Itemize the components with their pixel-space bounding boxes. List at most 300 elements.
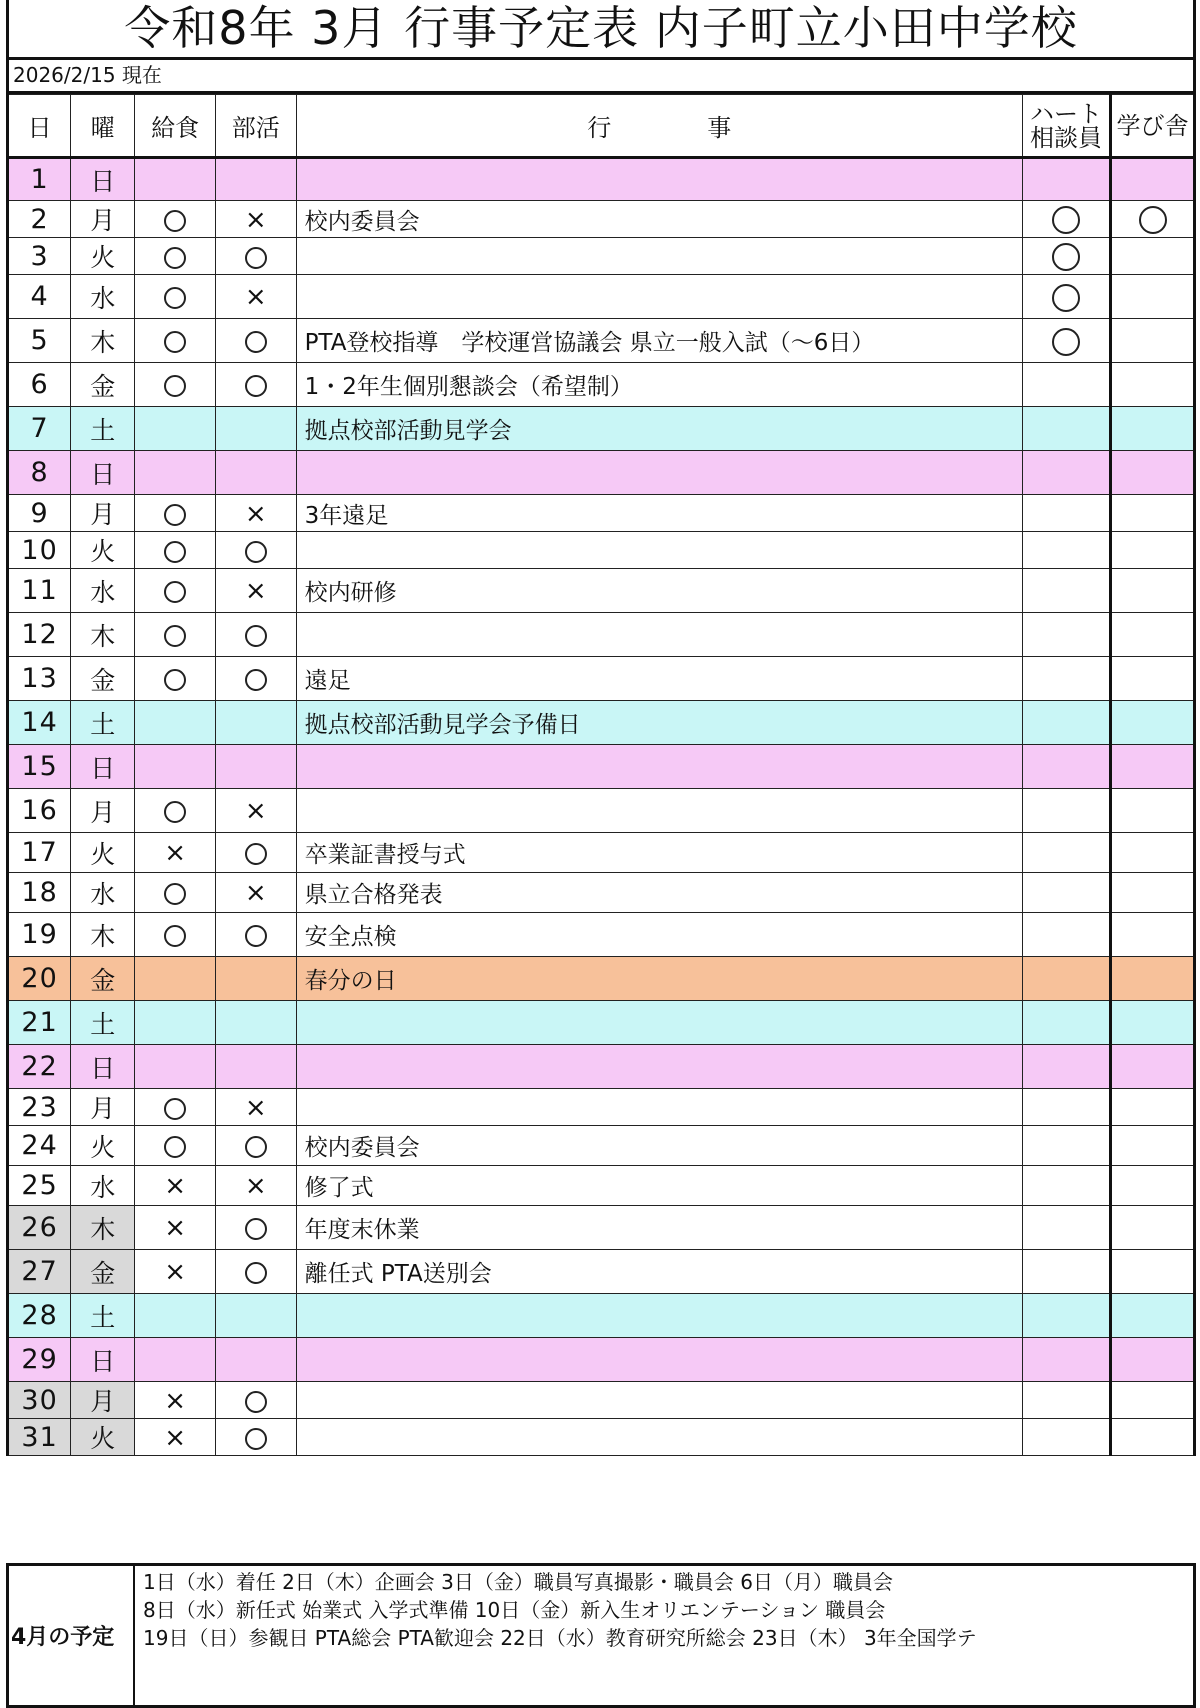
- event-cell: [296, 1294, 1022, 1338]
- heart-counselor-cell: [1022, 275, 1110, 319]
- heart-counselor-cell: [1022, 833, 1110, 873]
- day-cell: 17: [8, 833, 71, 873]
- club-cell: [215, 495, 296, 532]
- lunch-cell: [135, 238, 216, 275]
- day-cell: 27: [8, 1250, 71, 1294]
- weekday-cell: 月: [71, 1089, 135, 1126]
- circle-mark-icon: [164, 331, 186, 353]
- heart-counselor-cell: [1022, 1126, 1110, 1166]
- club-cell: [215, 1338, 296, 1382]
- day-cell: 13: [8, 657, 71, 701]
- weekday-cell: 日: [71, 451, 135, 495]
- event-cell: 県立合格発表: [296, 873, 1022, 913]
- april-line: 1日（水）着任 2日（木）企画会 3日（金）職員写真撮影・職員会 6日（月）職員会: [143, 1570, 893, 1594]
- event-cell: 離任式 PTA送別会: [296, 1250, 1022, 1294]
- circle-mark-icon: [1139, 206, 1167, 234]
- heart-counselor-cell: [1022, 1166, 1110, 1206]
- cross-mark: ×: [164, 838, 187, 868]
- lunch-cell: [135, 1126, 216, 1166]
- lunch-cell: [135, 158, 216, 201]
- weekday-cell: 金: [71, 657, 135, 701]
- manabi-cell: [1111, 275, 1195, 319]
- heart-counselor-cell: [1022, 613, 1110, 657]
- header-heart-line1: ハート: [1030, 99, 1102, 128]
- lunch-cell: [135, 569, 216, 613]
- club-cell: [215, 913, 296, 957]
- table-row: [8, 1045, 1195, 1089]
- day-cell: 8: [8, 451, 71, 495]
- table-row: [8, 1382, 1195, 1419]
- manabi-cell: [1111, 319, 1195, 363]
- club-cell: [215, 158, 296, 201]
- circle-mark-icon: [245, 331, 267, 353]
- event-cell: [296, 158, 1022, 201]
- table-row: [8, 1250, 1195, 1294]
- day-cell: 26: [8, 1206, 71, 1250]
- header-event: 行 事: [296, 95, 1022, 158]
- april-plan: [6, 1563, 1196, 1708]
- weekday-cell: 月: [71, 1382, 135, 1419]
- heart-counselor-cell: [1022, 1001, 1110, 1045]
- heart-counselor-cell: [1022, 873, 1110, 913]
- lunch-cell: [135, 1045, 216, 1089]
- cross-mark: ×: [244, 282, 267, 312]
- lunch-cell: [135, 201, 216, 238]
- club-cell: [215, 532, 296, 569]
- cross-mark: ×: [244, 878, 267, 908]
- heart-counselor-cell: [1022, 1089, 1110, 1126]
- day-cell: 16: [8, 789, 71, 833]
- club-cell: [215, 657, 296, 701]
- circle-mark-icon: [245, 375, 267, 397]
- weekday-cell: 火: [71, 1419, 135, 1456]
- club-cell: [215, 319, 296, 363]
- table-row: [8, 1294, 1195, 1338]
- circle-mark-icon: [245, 1136, 267, 1158]
- cross-mark: ×: [244, 1171, 267, 1201]
- club-cell: [215, 789, 296, 833]
- circle-mark-icon: [164, 504, 186, 526]
- heart-counselor-cell: [1022, 407, 1110, 451]
- heart-counselor-cell: [1022, 701, 1110, 745]
- weekday-cell: 土: [71, 701, 135, 745]
- circle-mark-icon: [245, 669, 267, 691]
- manabi-cell: [1111, 833, 1195, 873]
- page-title: 令和8年 3月 行事予定表 内子町立小田中学校: [6, 0, 1196, 60]
- manabi-cell: [1111, 1250, 1195, 1294]
- club-cell: [215, 238, 296, 275]
- weekday-cell: 木: [71, 913, 135, 957]
- lunch-cell: [135, 495, 216, 532]
- header-club: 部活: [215, 95, 296, 158]
- heart-counselor-cell: [1022, 1206, 1110, 1250]
- event-cell: [296, 1382, 1022, 1419]
- manabi-cell: [1111, 1206, 1195, 1250]
- circle-mark-icon: [164, 925, 186, 947]
- heart-counselor-cell: [1022, 451, 1110, 495]
- table-row: [8, 407, 1195, 451]
- lunch-cell: [135, 1338, 216, 1382]
- lunch-cell: [135, 1206, 216, 1250]
- day-cell: 25: [8, 1166, 71, 1206]
- manabi-cell: [1111, 158, 1195, 201]
- header-heart-line2: 相談員: [1030, 123, 1102, 152]
- manabi-cell: [1111, 451, 1195, 495]
- club-cell: [215, 1206, 296, 1250]
- heart-counselor-cell: [1022, 1294, 1110, 1338]
- header-heart-counselor: [1022, 95, 1110, 158]
- cross-mark: ×: [244, 204, 267, 235]
- club-cell: [215, 1294, 296, 1338]
- lunch-cell: [135, 745, 216, 789]
- lunch-cell: [135, 657, 216, 701]
- cross-mark: ×: [164, 1422, 187, 1453]
- event-cell: 遠足: [296, 657, 1022, 701]
- table-row: [8, 957, 1195, 1001]
- club-cell: [215, 1419, 296, 1456]
- lunch-cell: [135, 833, 216, 873]
- heart-counselor-cell: [1022, 657, 1110, 701]
- circle-mark-icon: [245, 1262, 267, 1284]
- manabi-cell: [1111, 363, 1195, 407]
- table-row: [8, 1126, 1195, 1166]
- circle-mark-icon: [164, 541, 186, 563]
- circle-mark-icon: [164, 287, 186, 309]
- event-cell: [296, 1419, 1022, 1456]
- weekday-cell: 水: [71, 1166, 135, 1206]
- schedule-body: [8, 95, 1195, 1456]
- circle-mark-icon: [164, 375, 186, 397]
- table-row: [8, 913, 1195, 957]
- weekday-cell: 木: [71, 1206, 135, 1250]
- club-cell: [215, 1045, 296, 1089]
- lunch-cell: [135, 1382, 216, 1419]
- club-cell: [215, 201, 296, 238]
- day-cell: 28: [8, 1294, 71, 1338]
- lunch-cell: [135, 1250, 216, 1294]
- heart-counselor-cell: [1022, 238, 1110, 275]
- day-cell: 12: [8, 613, 71, 657]
- manabi-cell: [1111, 201, 1195, 238]
- circle-mark-icon: [1052, 243, 1080, 271]
- event-cell: PTA登校指導 学校運営協議会 県立一般入試（～6日）: [296, 319, 1022, 363]
- event-cell: 3年遠足: [296, 495, 1022, 532]
- club-cell: [215, 407, 296, 451]
- day-cell: 2: [8, 201, 71, 238]
- as-of-date: 2026/2/15 現在: [6, 60, 1196, 94]
- weekday-cell: 金: [71, 1250, 135, 1294]
- event-cell: [296, 451, 1022, 495]
- circle-mark-icon: [1052, 206, 1080, 234]
- manabi-cell: [1111, 745, 1195, 789]
- event-cell: [296, 238, 1022, 275]
- weekday-cell: 土: [71, 1294, 135, 1338]
- day-cell: 5: [8, 319, 71, 363]
- weekday-cell: 日: [71, 745, 135, 789]
- manabi-cell: [1111, 1338, 1195, 1382]
- heart-counselor-cell: [1022, 363, 1110, 407]
- table-row: [8, 158, 1195, 201]
- weekday-cell: 水: [71, 873, 135, 913]
- table-row: [8, 319, 1195, 363]
- event-cell: 校内委員会: [296, 201, 1022, 238]
- table-row: [8, 657, 1195, 701]
- table-row: [8, 833, 1195, 873]
- lunch-cell: [135, 1419, 216, 1456]
- cross-mark: ×: [244, 498, 267, 529]
- weekday-cell: 土: [71, 407, 135, 451]
- table-row: [8, 701, 1195, 745]
- manabi-cell: [1111, 701, 1195, 745]
- day-cell: 24: [8, 1126, 71, 1166]
- table-row: [8, 1166, 1195, 1206]
- circle-mark-icon: [164, 1136, 186, 1158]
- heart-counselor-cell: [1022, 789, 1110, 833]
- manabi-cell: [1111, 657, 1195, 701]
- day-cell: 20: [8, 957, 71, 1001]
- club-cell: [215, 1166, 296, 1206]
- manabi-cell: [1111, 1126, 1195, 1166]
- cross-mark: ×: [244, 576, 267, 606]
- lunch-cell: [135, 613, 216, 657]
- weekday-cell: 火: [71, 1126, 135, 1166]
- cross-mark: ×: [244, 796, 267, 826]
- weekday-cell: 水: [71, 275, 135, 319]
- heart-counselor-cell: [1022, 1045, 1110, 1089]
- cross-mark: ×: [244, 1092, 267, 1123]
- table-row: [8, 1089, 1195, 1126]
- weekday-cell: 土: [71, 1001, 135, 1045]
- event-cell: [296, 613, 1022, 657]
- table-row: [8, 873, 1195, 913]
- heart-counselor-cell: [1022, 1419, 1110, 1456]
- manabi-cell: [1111, 1001, 1195, 1045]
- heart-counselor-cell: [1022, 1250, 1110, 1294]
- manabi-cell: [1111, 873, 1195, 913]
- event-cell: [296, 532, 1022, 569]
- club-cell: [215, 451, 296, 495]
- circle-mark-icon: [164, 883, 186, 905]
- schedule-table: [6, 94, 1196, 1456]
- table-row: [8, 789, 1195, 833]
- event-cell: 卒業証書授与式: [296, 833, 1022, 873]
- manabi-cell: [1111, 1045, 1195, 1089]
- circle-mark-icon: [164, 581, 186, 603]
- table-row: [8, 613, 1195, 657]
- day-cell: 19: [8, 913, 71, 957]
- event-cell: [296, 1089, 1022, 1126]
- circle-mark-icon: [245, 1428, 267, 1450]
- day-cell: 9: [8, 495, 71, 532]
- circle-mark-icon: [245, 843, 267, 865]
- lunch-cell: [135, 873, 216, 913]
- april-line: 19日（日）参観日 PTA総会 PTA歓迎会 22日（水）教育研究所総会 23日（木） 3年全国学テ: [143, 1626, 977, 1650]
- heart-counselor-cell: [1022, 495, 1110, 532]
- day-cell: 18: [8, 873, 71, 913]
- club-cell: [215, 363, 296, 407]
- table-row: [8, 1419, 1195, 1456]
- club-cell: [215, 1001, 296, 1045]
- event-cell: 拠点校部活動見学会予備日: [296, 701, 1022, 745]
- manabi-cell: [1111, 789, 1195, 833]
- day-cell: 10: [8, 532, 71, 569]
- club-cell: [215, 1126, 296, 1166]
- lunch-cell: [135, 1001, 216, 1045]
- manabi-cell: [1111, 613, 1195, 657]
- table-row: [8, 495, 1195, 532]
- cross-mark: ×: [164, 1257, 187, 1287]
- heart-counselor-cell: [1022, 532, 1110, 569]
- event-cell: [296, 1045, 1022, 1089]
- lunch-cell: [135, 789, 216, 833]
- manabi-cell: [1111, 1294, 1195, 1338]
- lunch-cell: [135, 913, 216, 957]
- day-cell: 7: [8, 407, 71, 451]
- heart-counselor-cell: [1022, 1338, 1110, 1382]
- heart-counselor-cell: [1022, 569, 1110, 613]
- weekday-cell: 木: [71, 319, 135, 363]
- manabi-cell: [1111, 1089, 1195, 1126]
- event-cell: 1・2年生個別懇談会（希望制）: [296, 363, 1022, 407]
- club-cell: [215, 613, 296, 657]
- club-cell: [215, 701, 296, 745]
- weekday-cell: 火: [71, 833, 135, 873]
- cross-mark: ×: [164, 1171, 187, 1201]
- circle-mark-icon: [164, 247, 186, 269]
- manabi-cell: [1111, 1419, 1195, 1456]
- table-row: [8, 1206, 1195, 1250]
- day-cell: 21: [8, 1001, 71, 1045]
- lunch-cell: [135, 363, 216, 407]
- club-cell: [215, 1089, 296, 1126]
- header-manabi: 学び舎: [1111, 95, 1195, 158]
- header-row: [8, 95, 1195, 158]
- day-cell: 15: [8, 745, 71, 789]
- table-row: [8, 275, 1195, 319]
- lunch-cell: [135, 701, 216, 745]
- event-cell: 春分の日: [296, 957, 1022, 1001]
- manabi-cell: [1111, 532, 1195, 569]
- table-row: [8, 532, 1195, 569]
- event-cell: 年度末休業: [296, 1206, 1022, 1250]
- cross-mark: ×: [164, 1213, 187, 1243]
- table-row: [8, 201, 1195, 238]
- manabi-cell: [1111, 957, 1195, 1001]
- circle-mark-icon: [164, 1098, 186, 1120]
- weekday-cell: 月: [71, 201, 135, 238]
- lunch-cell: [135, 319, 216, 363]
- lunch-cell: [135, 1089, 216, 1126]
- manabi-cell: [1111, 569, 1195, 613]
- heart-counselor-cell: [1022, 957, 1110, 1001]
- weekday-cell: 月: [71, 789, 135, 833]
- manabi-cell: [1111, 407, 1195, 451]
- heart-counselor-cell: [1022, 1382, 1110, 1419]
- circle-mark-icon: [245, 1218, 267, 1240]
- weekday-cell: 水: [71, 569, 135, 613]
- weekday-cell: 金: [71, 957, 135, 1001]
- day-cell: 14: [8, 701, 71, 745]
- lunch-cell: [135, 407, 216, 451]
- header-day: 日: [8, 95, 71, 158]
- club-cell: [215, 957, 296, 1001]
- weekday-cell: 火: [71, 532, 135, 569]
- day-cell: 31: [8, 1419, 71, 1456]
- event-cell: [296, 1338, 1022, 1382]
- event-cell: 安全点検: [296, 913, 1022, 957]
- weekday-cell: 日: [71, 1338, 135, 1382]
- weekday-cell: 金: [71, 363, 135, 407]
- event-cell: 校内委員会: [296, 1126, 1022, 1166]
- heart-counselor-cell: [1022, 913, 1110, 957]
- day-cell: 29: [8, 1338, 71, 1382]
- circle-mark-icon: [245, 625, 267, 647]
- table-row: [8, 1338, 1195, 1382]
- circle-mark-icon: [245, 1391, 267, 1413]
- heart-counselor-cell: [1022, 319, 1110, 363]
- heart-counselor-cell: [1022, 201, 1110, 238]
- weekday-cell: 木: [71, 613, 135, 657]
- club-cell: [215, 873, 296, 913]
- weekday-cell: 日: [71, 158, 135, 201]
- weekday-cell: 火: [71, 238, 135, 275]
- header-lunch: 給食: [135, 95, 216, 158]
- heart-counselor-cell: [1022, 158, 1110, 201]
- lunch-cell: [135, 1294, 216, 1338]
- circle-mark-icon: [164, 210, 186, 232]
- weekday-cell: 月: [71, 495, 135, 532]
- event-cell: [296, 275, 1022, 319]
- circle-mark-icon: [245, 541, 267, 563]
- table-row: [8, 569, 1195, 613]
- circle-mark-icon: [1052, 284, 1080, 312]
- table-row: [8, 745, 1195, 789]
- club-cell: [215, 1382, 296, 1419]
- circle-mark-icon: [1052, 328, 1080, 356]
- event-cell: [296, 1001, 1022, 1045]
- club-cell: [215, 275, 296, 319]
- event-cell: 校内研修: [296, 569, 1022, 613]
- event-cell: [296, 745, 1022, 789]
- circle-mark-icon: [164, 669, 186, 691]
- day-cell: 23: [8, 1089, 71, 1126]
- day-cell: 3: [8, 238, 71, 275]
- lunch-cell: [135, 451, 216, 495]
- table-row: [8, 238, 1195, 275]
- circle-mark-icon: [164, 625, 186, 647]
- lunch-cell: [135, 1166, 216, 1206]
- manabi-cell: [1111, 238, 1195, 275]
- heart-counselor-cell: [1022, 745, 1110, 789]
- manabi-cell: [1111, 1166, 1195, 1206]
- club-cell: [215, 1250, 296, 1294]
- circle-mark-icon: [245, 925, 267, 947]
- day-cell: 11: [8, 569, 71, 613]
- circle-mark-icon: [164, 801, 186, 823]
- day-cell: 30: [8, 1382, 71, 1419]
- table-row: [8, 451, 1195, 495]
- event-cell: [296, 789, 1022, 833]
- lunch-cell: [135, 957, 216, 1001]
- circle-mark-icon: [245, 247, 267, 269]
- manabi-cell: [1111, 1382, 1195, 1419]
- club-cell: [215, 745, 296, 789]
- manabi-cell: [1111, 495, 1195, 532]
- header-dow: 曜: [71, 95, 135, 158]
- event-cell: 修了式: [296, 1166, 1022, 1206]
- day-cell: 4: [8, 275, 71, 319]
- cross-mark: ×: [164, 1385, 187, 1416]
